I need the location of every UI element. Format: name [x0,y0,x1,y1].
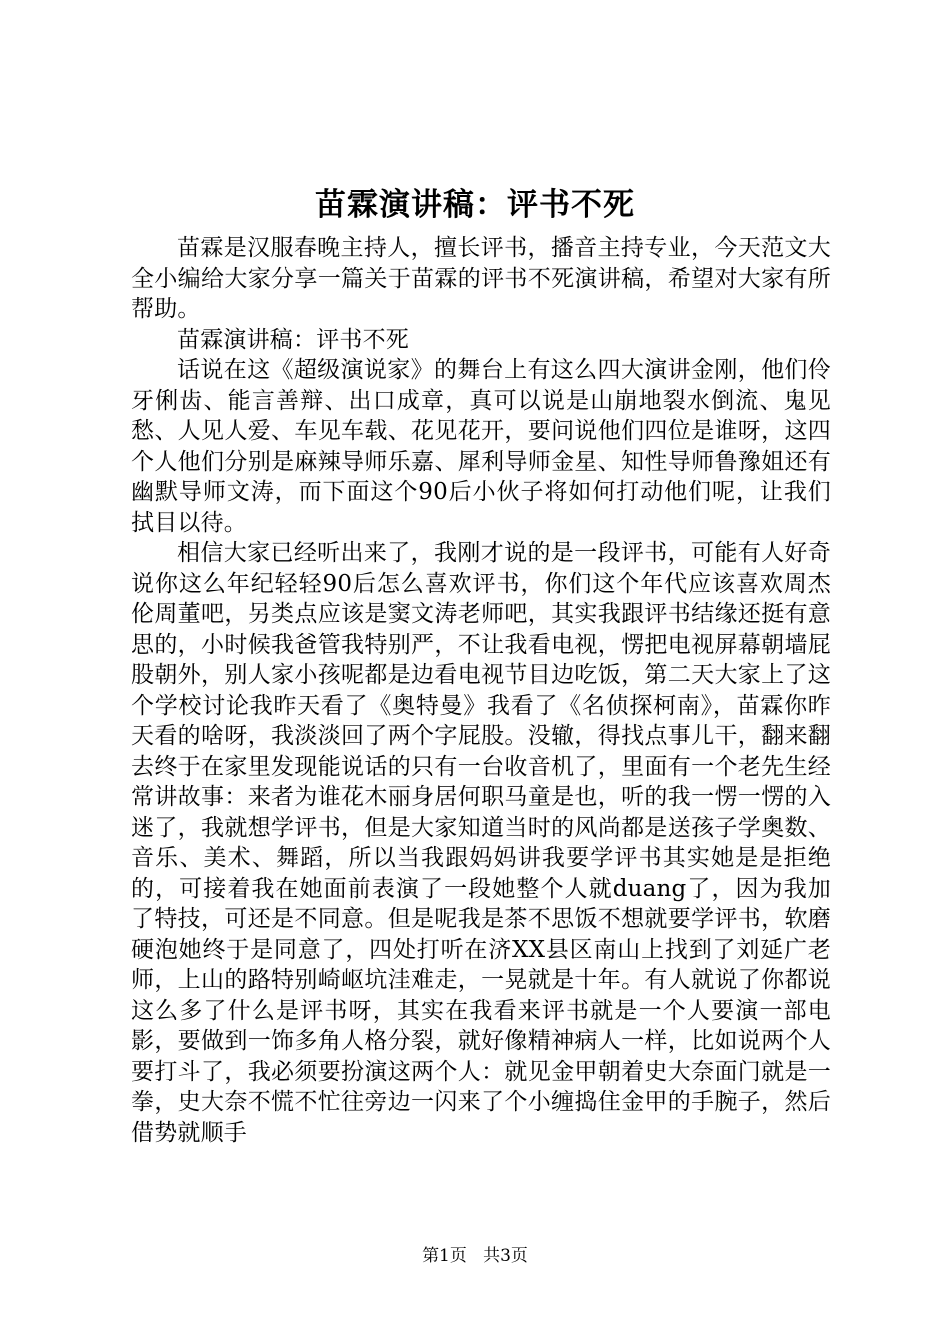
page-total: 共3页 [483,1246,528,1266]
body-paragraph-1: 话说在这《超级演说家》的舞台上有这么四大演讲金刚，他们伶牙俐齿、能言善辩、出口成章，真可以说是山崩地裂水倒流、鬼见愁、人见人爱、车见车载、花见花开，要问说他们四位是谁呀，这四个人他们分别是麻辣导师乐嘉、犀利导师金星、知性导师鲁豫姐还有幽默导师文涛，而下面这个90后小伙子将如何打动他们呢，让我们拭目以待。 [131,357,831,536]
intro-paragraph: 苗霖是汉服春晚主持人，擅长评书，播音主持专业，今天范文大全小编给大家分享一篇关于苗霖的评书不死演讲稿，希望对大家有所帮助。 [131,235,831,322]
page-number: 第1页 [422,1246,467,1266]
page-footer [0,1245,950,1267]
body-paragraph-2: 相信大家已经听出来了，我刚才说的是一段评书，可能有人好奇说你这么年纪轻轻90后怎么喜欢评书，你们这个年代应该喜欢周杰伦周董吧，另类点应该是窦文涛老师吧，其实我跟评书结缘还挺有意思的，小时候我爸管我特别严，不让我看电视，愣把电视屏幕朝墙屁股朝外，别人家小孩呢都是边看电视节目边吃饭，第二天大家上了这个学校讨论我昨天看了《奥特曼》我看了《名侦探柯南》，苗霖你昨天看的啥呀，我淡淡回了两个字屁股。没辙，得找点事儿干，翻来翻去终于在家里发现能说话的只有一台收音机了，里面有一个老先生经常讲故事：来者为谁花木丽身居何职马童是也，听的我一愣一愣的入迷了，我就想学评书，但是大家知道当时的风尚都是送孩子学奥数、音乐、美术、舞蹈，所以当我跟妈妈讲我要学评书其实她是是拒绝的，可接着我在她面前表演了一段她整个人就duang了，因为我加了特技，可还是不同意。但是呢我是茶不思饭不想就要学评书，软磨硬泡她终于是同意了，四处打听在济XX县区南山上找到了刘延广老师，上山的路特别崎岖坑洼难走，一晃就是十年。有人就说了你都说这么多了什么是评书呀，其实在我看来评书就是一个人要演一部电影，要做到一饰多角人格分裂，就好像精神病人一样，比如说两个人要打斗了，我必须要扮演这两个人：就见金甲朝着史大奈面门就是一拳，史大奈不慌不忙往旁边一闪来了个小缠捣住金甲的手腕子，然后借势就顺手 [131,540,831,1146]
document-body [131,233,831,1148]
speech-heading: 苗霖演讲稿：评书不死 [177,326,409,353]
document-title: 苗霖演讲稿：评书不死 [315,187,635,223]
page-separator [472,1246,477,1266]
